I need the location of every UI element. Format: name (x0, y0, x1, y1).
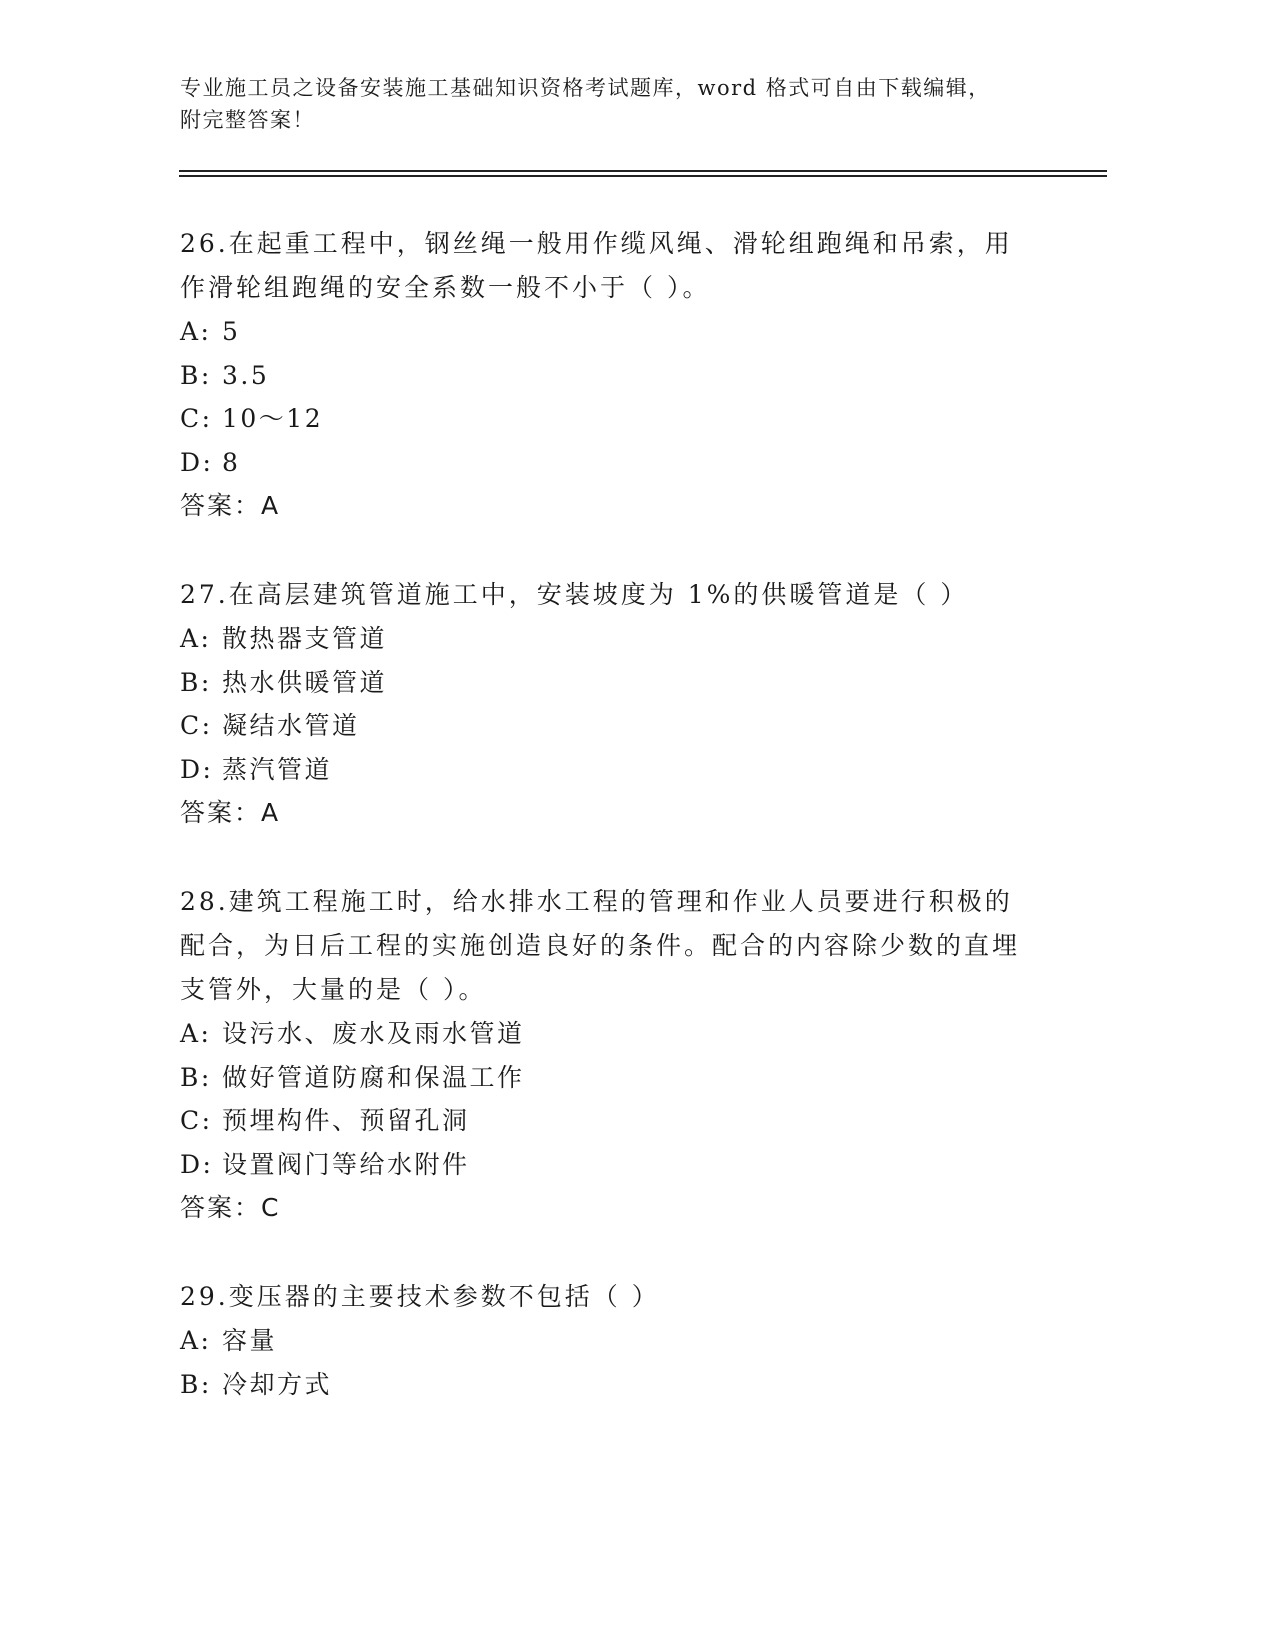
option-key: A: (180, 317, 212, 346)
option-a (180, 310, 1040, 354)
option-key: D: (180, 754, 214, 784)
question-26 (180, 222, 1040, 528)
option-value: 3.5 (222, 360, 270, 390)
question-text: 29.变压器的主要技术参数不包括（ ） (180, 1282, 660, 1311)
option-value: 凝结水管道 (222, 711, 360, 740)
answer-line: 答案：A (180, 798, 281, 827)
document-header (180, 72, 1040, 136)
header-divider-bottom (179, 175, 1107, 177)
option-key: B: (180, 667, 212, 697)
header-divider-top (179, 170, 1107, 172)
question-28 (180, 880, 1040, 1230)
option-value: 容量 (222, 1326, 278, 1355)
option-a (180, 617, 1040, 661)
option-key: D: (180, 1149, 214, 1179)
option-a (180, 1012, 1040, 1056)
question-list (180, 222, 1040, 1451)
header-line-2: 附完整答案！ (180, 108, 315, 132)
option-value: 蒸汽管道 (222, 754, 333, 784)
option-c (180, 1099, 1040, 1143)
option-key: C: (180, 404, 213, 433)
option-key: B: (180, 1062, 212, 1092)
option-value: 设置阀门等给水附件 (222, 1149, 470, 1179)
option-c (180, 704, 1040, 748)
option-value: 预埋构件、预留孔洞 (222, 1106, 470, 1135)
question-text: 28.建筑工程施工时，给水排水工程的管理和作业人员要进行积极的配合，为日后工程的实施创造良好的条件。配合的内容除少数的直埋支管外，大量的是（ ）。 (180, 887, 1021, 1004)
question-text: 27.在高层建筑管道施工中，安装坡度为 1%的供暖管道是（ ） (180, 580, 969, 609)
question-29 (180, 1275, 1040, 1406)
option-key: C: (180, 1106, 213, 1135)
option-key: A: (180, 1019, 212, 1048)
option-key: C: (180, 711, 213, 740)
option-key: B: (180, 1369, 212, 1399)
option-value: 5 (222, 317, 241, 346)
option-value: 热水供暖管道 (222, 667, 388, 697)
option-key: A: (180, 624, 212, 653)
option-d (180, 441, 1040, 485)
option-d (180, 748, 1040, 792)
option-value: 冷却方式 (222, 1369, 333, 1399)
option-key: A: (180, 1326, 212, 1355)
option-b (180, 1363, 1040, 1407)
option-value: 散热器支管道 (222, 624, 388, 653)
option-b (180, 354, 1040, 398)
option-value: 8 (222, 447, 241, 477)
option-b (180, 1056, 1040, 1100)
option-d (180, 1143, 1040, 1187)
option-c (180, 397, 1040, 441)
question-text: 26.在起重工程中，钢丝绳一般用作缆风绳、滑轮组跑绳和吊索，用作滑轮组跑绳的安全系数一般不小于（ ）。 (180, 229, 1013, 302)
option-value: 做好管道防腐和保温工作 (222, 1062, 525, 1092)
answer-line: 答案：A (180, 491, 281, 520)
option-key: D: (180, 447, 214, 477)
header-line-1: 专业施工员之设备安装施工基础知识资格考试题库，word 格式可自由下载编辑， (180, 76, 991, 100)
option-key: B: (180, 360, 212, 390)
question-27 (180, 573, 1040, 835)
option-value: 10～12 (222, 404, 324, 433)
option-a (180, 1319, 1040, 1363)
option-b (180, 661, 1040, 705)
option-value: 设污水、废水及雨水管道 (222, 1019, 525, 1048)
answer-line: 答案：C (180, 1193, 281, 1222)
